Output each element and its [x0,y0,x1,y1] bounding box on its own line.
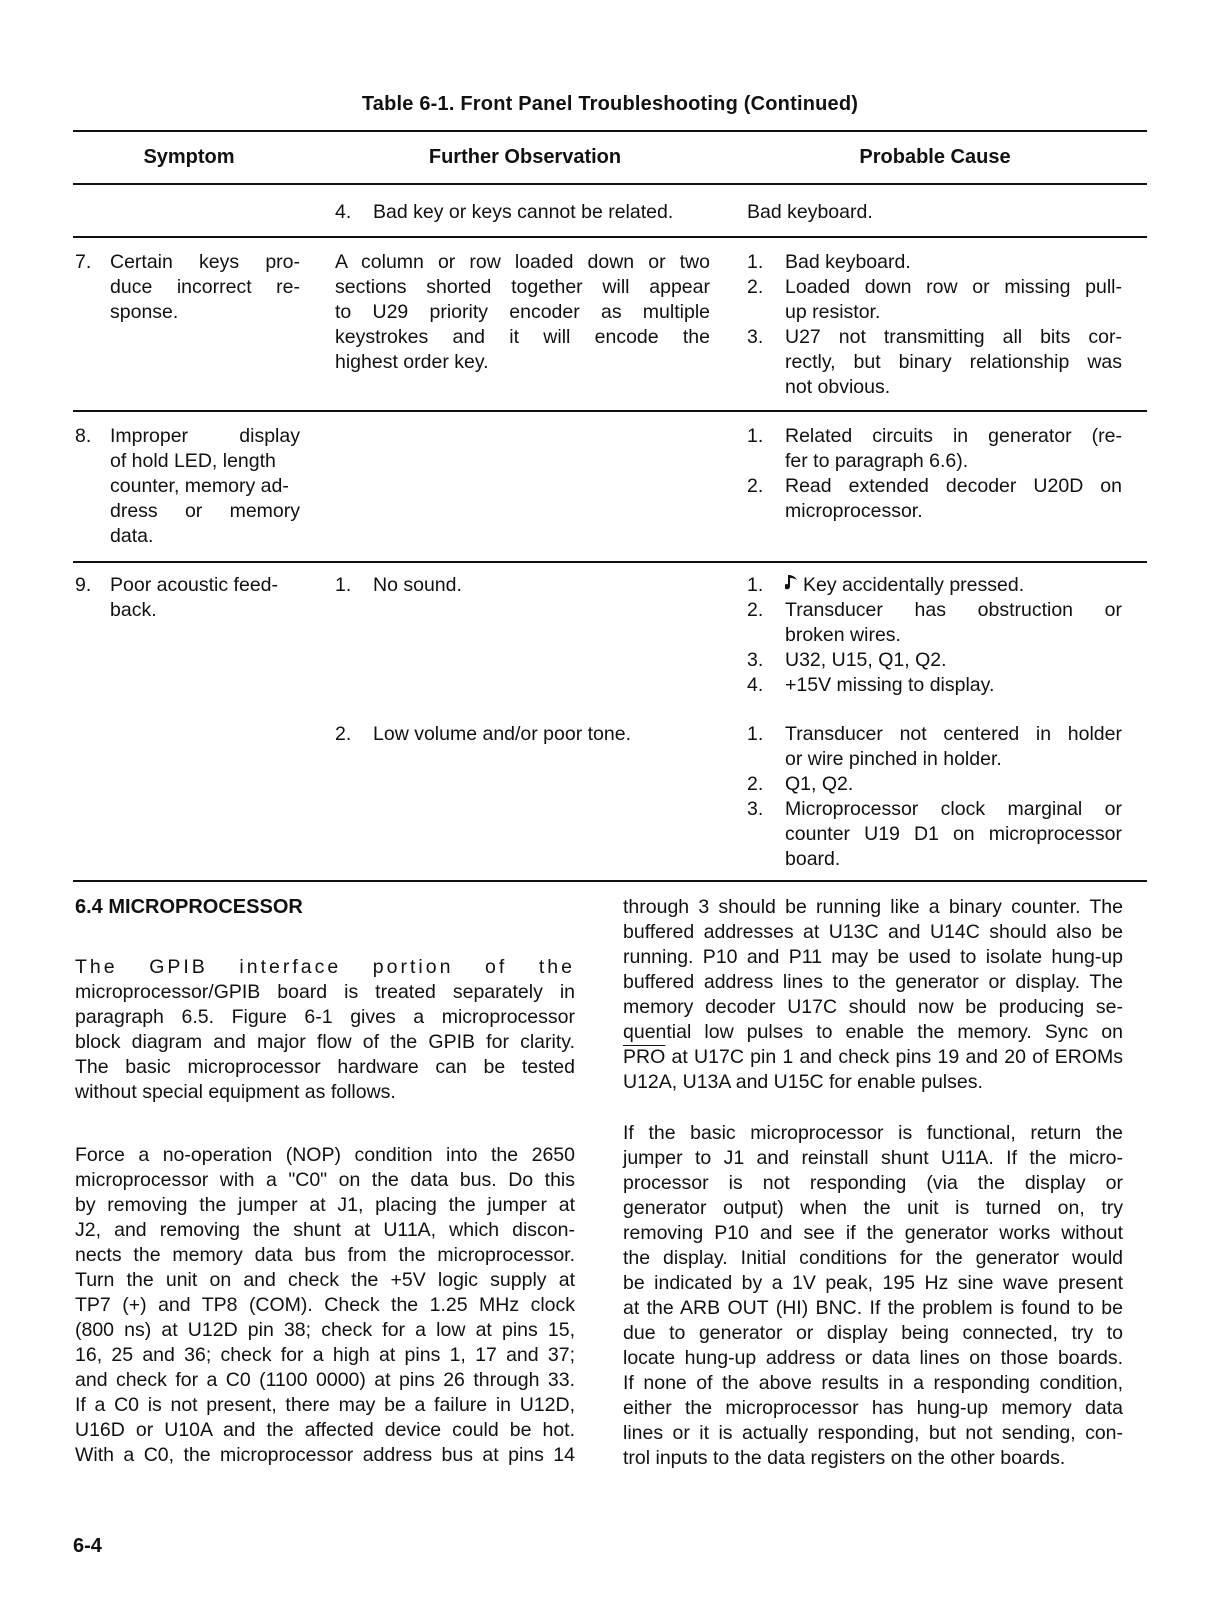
list-item [747,325,1122,400]
cause-line: or wire pinched in holder. [785,748,1002,770]
text-line: quential low pulses to enable the memory. Sync on [623,1021,1123,1043]
music-note-icon [785,573,803,598]
symptom-line: dress or memory [110,500,300,522]
observation-number: 4. [335,201,352,223]
paragraph [75,1143,575,1468]
cause-line: U27 not transmitting all bits cor- [785,326,1122,348]
cause-number: 1. [747,574,764,596]
cause-line: U32, U15, Q1, Q2. [785,649,947,671]
text-line: Turn the unit on and check the +5V logic supply at [75,1269,575,1291]
text-line: removing P10 and see if the generator works without [623,1222,1123,1244]
row-rule [73,236,1147,238]
list-item [747,648,1122,673]
symptom-number: 7. [75,251,92,273]
symptom-number: 9. [75,574,92,596]
cause-list [747,424,1122,524]
symptom-line: Certain keys pro- [110,251,300,273]
table-bottom-rule [73,880,1147,882]
text-line: processor is not responding (via the display or [623,1172,1123,1194]
cause-number: 1. [747,425,764,447]
text-line: microprocessor/GPIB board is treated separately in [75,981,575,1003]
symptom-line: Poor acoustic feed- [110,574,279,596]
header-rule [73,183,1147,185]
header-further-observation: Further Observation [428,146,622,168]
text-line: 16, 25 and 36; check for a high at pins 1, 17 and 37; [75,1344,575,1366]
section-right-column [623,895,1123,1471]
text-line: trol inputs to the data registers on the other boards. [623,1447,1066,1469]
observation-cell [335,250,710,375]
table-top-rule [73,130,1147,132]
text-line: Force a no-operation (NOP) condition into the 2650 [75,1144,575,1166]
cause-number: 2. [747,276,764,298]
text-line: be indicated by a 1V peak, 195 Hz sine wave present [623,1272,1123,1294]
symptom-line: back. [110,599,157,621]
cause-line: Read extended decoder U20D on [785,475,1122,497]
cause-line: Key accidentally pressed. [803,574,1025,596]
list-item [747,250,1122,275]
paragraph [623,1121,1123,1471]
cause-list [747,573,1122,698]
symptom-cell [75,573,300,623]
text-span: at U17C pin 1 and check pins 19 and 20 of EROMs [665,1046,1123,1068]
text-line: memory decoder U17C should now be producing se- [623,996,1123,1018]
list-item [747,722,1122,772]
row-rule [73,561,1147,563]
cause-line: Transducer not centered in holder [785,723,1122,745]
observation-cell [335,573,715,598]
text-line: J2, and removing the shunt at U11A, which discon- [75,1219,575,1241]
text-line [623,1045,1123,1070]
text-line: locate hung-up address or data lines on those boards. [623,1347,1123,1369]
symptom-line: Improper display [110,425,300,447]
cause-line: +15V missing to display. [785,674,995,696]
paragraph [75,955,575,1105]
text-line: the display. Initial conditions for the generator would [623,1247,1123,1269]
cause-line: Transducer has obstruction or [785,599,1122,621]
text-line: buffered addresses at U13C and U14C should also be [623,921,1123,943]
text-line: due to generator or display being connected, try to [623,1322,1123,1344]
text-line: paragraph 6.5. Figure 6-1 gives a microprocessor [75,1006,575,1028]
text-line: through 3 should be running like a binary counter. The [623,896,1123,918]
symptom-number: 8. [75,425,92,447]
list-item [747,474,1122,524]
text-line: With a C0, the microprocessor address bus at pins 14 [75,1444,575,1466]
text-line: at the ARB OUT (HI) BNC. If the problem is found to be [623,1297,1123,1319]
cause-line: fer to paragraph 6.6). [785,450,969,472]
text-line: If the basic microprocessor is functional, return the [623,1122,1123,1144]
text-line: (800 ns) at U12D pin 38; check for a low at pins 15, [75,1319,575,1341]
observation-line: A column or row loaded down or two [335,251,710,273]
pro-signal-label: $\overline{PRO}$ [623,1046,666,1068]
cause-line: board. [785,848,841,870]
cause-number: 1. [747,723,764,745]
observation-line: keystrokes and it will encode the [335,326,710,348]
text-line: by removing the jumper at J1, placing the jumper at [75,1194,575,1216]
observation-text: Low volume and/or poor tone. [373,723,631,745]
cause-number: 3. [747,326,764,348]
observation-line: sections shorted together will appear [335,276,710,298]
paragraph [623,895,1123,1095]
text-line: If none of the above results in a responding condition, [623,1372,1123,1394]
cause-number: 2. [747,599,764,621]
page-number: 6-4 [73,1535,102,1557]
text-line: microprocessor with a "C0" on the data bus. Do this [75,1169,575,1191]
symptom-cell [75,424,300,549]
cause-number: 2. [747,475,764,497]
symptom-line: duce incorrect re- [110,276,300,298]
cause-line: Microprocessor clock marginal or [785,798,1122,820]
cause-line: rectly, but binary relationship was [785,351,1122,373]
text-line: lines or it is actually responding, but not sending, con- [623,1422,1123,1444]
cause-number: 3. [747,798,764,820]
list-item [747,598,1122,648]
cause-line: microprocessor. [785,500,923,522]
list-item [747,797,1122,872]
symptom-line: data. [110,525,154,547]
text-line: nects the memory data bus from the microprocessor. [75,1244,575,1266]
cause-line: not obvious. [785,376,891,398]
text-line: jumper to J1 and reinstall shunt U11A. If the micro- [623,1147,1123,1169]
text-line: block diagram and major flow of the GPIB for clarity. [75,1031,575,1053]
symptom-line: of hold LED, length [110,450,276,472]
text-line: and check for a C0 (1100 0000) at pins 26 through 33. [75,1369,575,1391]
cause-text: Bad keyboard. [747,201,873,223]
observation-number: 1. [335,574,352,596]
header-probable-cause: Probable Cause [859,146,1011,168]
list-item [747,424,1122,474]
text-line: U16D or U10A and the affected device could be hot. [75,1419,575,1441]
text-line: TP7 (+) and TP8 (COM). Check the 1.25 MHz clock [75,1294,575,1316]
symptom-line: sponse. [110,301,179,323]
text-line: generator output) when the unit is turned on, try [623,1197,1123,1219]
cause-number: 1. [747,251,764,273]
section-left-column [75,895,575,1468]
text-line: If a C0 is not present, there may be a failure in U12D, [75,1394,575,1416]
cause-line: up resistor. [785,301,881,323]
header-symptom: Symptom [143,146,235,168]
cause-line: counter U19 D1 on microprocessor [785,823,1122,845]
observation-line: highest order key. [335,351,489,373]
table-row [335,200,715,225]
symptom-cell [75,250,300,325]
observation-text: Bad key or keys cannot be related. [373,201,674,223]
symptom-line: counter, memory ad- [110,475,289,497]
list-item [747,573,1122,598]
cause-line: Loaded down row or missing pull- [785,276,1122,298]
cause-list [747,722,1122,872]
table-title: Table 6-1. Front Panel Troubleshooting (Continued) [361,93,859,115]
cause-line: Related circuits in generator (re- [785,425,1122,447]
section-heading: 6.4 MICROPROCESSOR [75,896,303,918]
cause-line: Q1, Q2. [785,773,854,795]
list-item [747,673,1122,698]
cause-number: 3. [747,649,764,671]
cause-number: 2. [747,773,764,795]
text-line: The basic microprocessor hardware can be tested [75,1056,575,1078]
text-line: The GPIB interface portion of the [75,956,575,978]
text-line: U12A, U13A and U15C for enable pulses. [623,1071,983,1093]
observation-line: to U29 priority encoder as multiple [335,301,710,323]
observation-number: 2. [335,723,352,745]
list-item [747,772,1122,797]
list-item [747,275,1122,325]
observation-cell [335,722,715,747]
text-line: without special equipment as follows. [75,1081,396,1103]
row-rule [73,410,1147,412]
text-line: running. P10 and P11 may be used to isolate hung-up [623,946,1123,968]
cause-list [747,250,1122,400]
text-line: buffered address lines to the generator or display. The [623,971,1123,993]
cause-line: broken wires. [785,624,901,646]
observation-text: No sound. [373,574,462,596]
cause-number: 4. [747,674,764,696]
cause-line: Bad keyboard. [785,251,911,273]
text-line: either the microprocessor has hung-up memory data [623,1397,1123,1419]
